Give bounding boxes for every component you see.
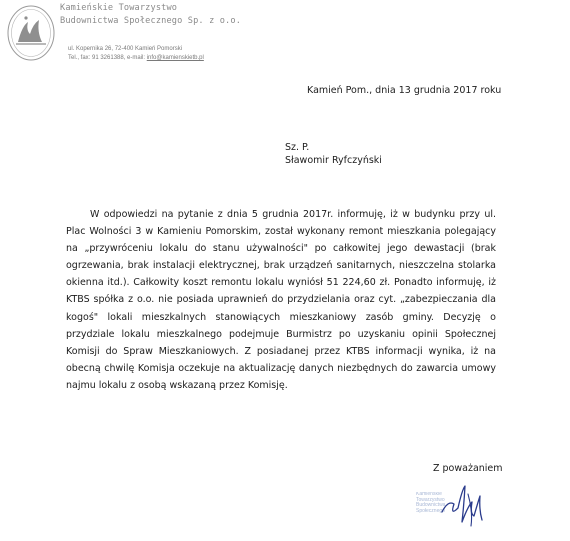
company-stamp: Kamieńskie Towarzystwo Budownictwa Społecznego [416,492,446,514]
letter-date: Kamień Pom., dnia 13 grudnia 2017 roku [307,85,502,96]
salutation: Sz. P. [285,142,310,153]
company-contact [68,55,204,61]
company-phone: Tel., fax: 91 3261388, e-mail: [68,55,147,61]
company-email: info@kamienskietb.pl [146,55,204,61]
company-address: ul. Kopernika 26, 72-400 Kamień Pomorski [68,46,183,52]
closing: Z poważaniem [433,463,503,474]
company-logo [6,4,56,62]
letter-body: W odpowiedzi na pytanie z dnia 5 grudnia 2017r. informuję, iż w budynku przy ul. Plac Wolności 3 w Kamieniu Pomorskim, został wykonany remont mieszkania polegający na „przywróceniu lokalu do stanu używalności" po całkowitej jego dewastacji (brak ogrzewania, brak instalacji elektrycznej, brak urządzeń sanitarnych, nieszczelna stolarka okienna itd.). Całkowity koszt remontu lokalu wyniósł 51 224,60 zł. Ponadto informuję, iż KTBS spółka z o.o. nie posiada uprawnień do przydzielania oraz cyt. „zabezpieczania dla kogoś" lokali mieszkalnych stanowiących mieszkaniowy zasób gminy. Decyzję o przydziale lokalu mieszkalnego podejmuje Burmistrz po uzyskaniu opinii Społecznej Komisji do Spraw Mieszkaniowych. Z posiadanej przez KTBS informacji wynika, iż na obecną chwilę Komisja oczekuje na aktualizację danych niezbędnych do zawarcia umowy najmu lokalu z osobą wskazaną przez Komisję. [66,209,496,391]
handwritten-signature [438,482,488,530]
addressee-name: Sławomir Ryfczyński [285,155,382,166]
company-name-line1: Kamieńskie Towarzystwo [60,3,178,13]
company-name-line2: Budownictwa Społecznego Sp. z o.o. [60,16,242,26]
